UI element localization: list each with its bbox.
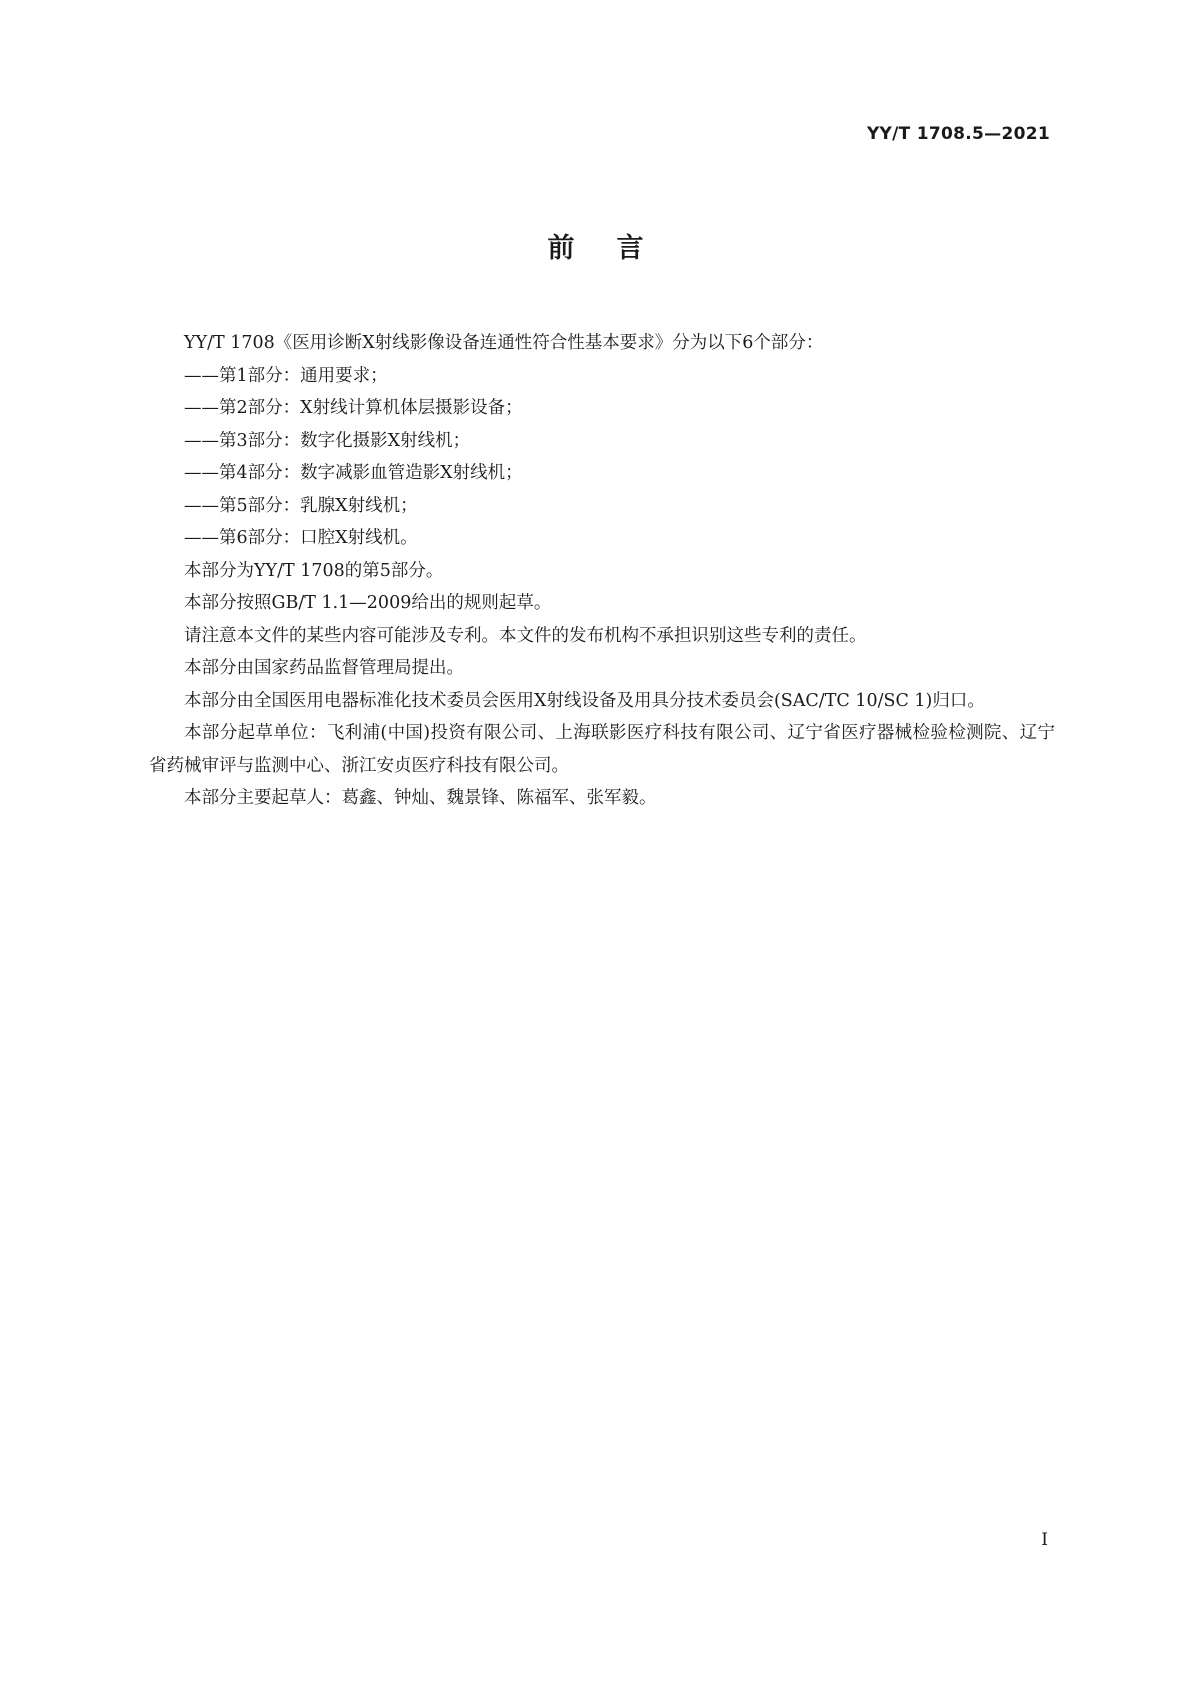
list-item-part-4: ——第4部分：数字减影血管造影X射线机； (184, 463, 523, 483)
list-item-part-1: ——第1部分：通用要求； (184, 365, 388, 386)
list-item-part-5: ——第5部分：乳腺X射线机； (184, 495, 418, 516)
standard-code: YY/T 1708.5—2021 (866, 124, 1050, 144)
paragraph-patent-notice: 请注意本文件的某些内容可能涉及专利。本文件的发布机构不承担识别这些专利的责任。 (184, 625, 867, 646)
paragraph-part-statement: 本部分为YY/T 1708的第5部分。 (184, 560, 444, 581)
paragraph-committee: 本部分由全国医用电器标准化技术委员会医用X射线设备及用具分技术委员会(SAC/TC 10/SC 1)归口。 (184, 690, 985, 711)
page-title: 前言 (547, 233, 686, 264)
paragraph-drafters: 本部分主要起草人：葛鑫、钟灿、魏景锋、陈福军、张军毅。 (184, 788, 657, 808)
list-item-part-2: ——第2部分：X射线计算机体层摄影设备； (184, 398, 523, 418)
foreword-body (149, 327, 1055, 815)
list-item-part-6: ——第6部分：口腔X射线机。 (184, 528, 418, 548)
paragraph-drafting-rules: 本部分按照GB/T 1.1—2009给出的规则起草。 (184, 593, 552, 613)
list-item-part-3: ——第3部分：数字化摄影X射线机； (184, 430, 471, 451)
paragraph-proposer: 本部分由国家药品监督管理局提出。 (184, 658, 464, 678)
paragraph-intro: YY/T 1708《医用诊断X射线影像设备连通性符合性基本要求》分为以下6个部分： (184, 333, 824, 353)
page-number: I (1041, 1530, 1048, 1550)
paragraph-drafting-units: 本部分起草单位：飞利浦(中国)投资有限公司、上海联影医疗科技有限公司、辽宁省医疗器械检验检测院、辽宁省药械审评与监测中心、浙江安贞医疗科技有限公司。 (149, 723, 1055, 776)
